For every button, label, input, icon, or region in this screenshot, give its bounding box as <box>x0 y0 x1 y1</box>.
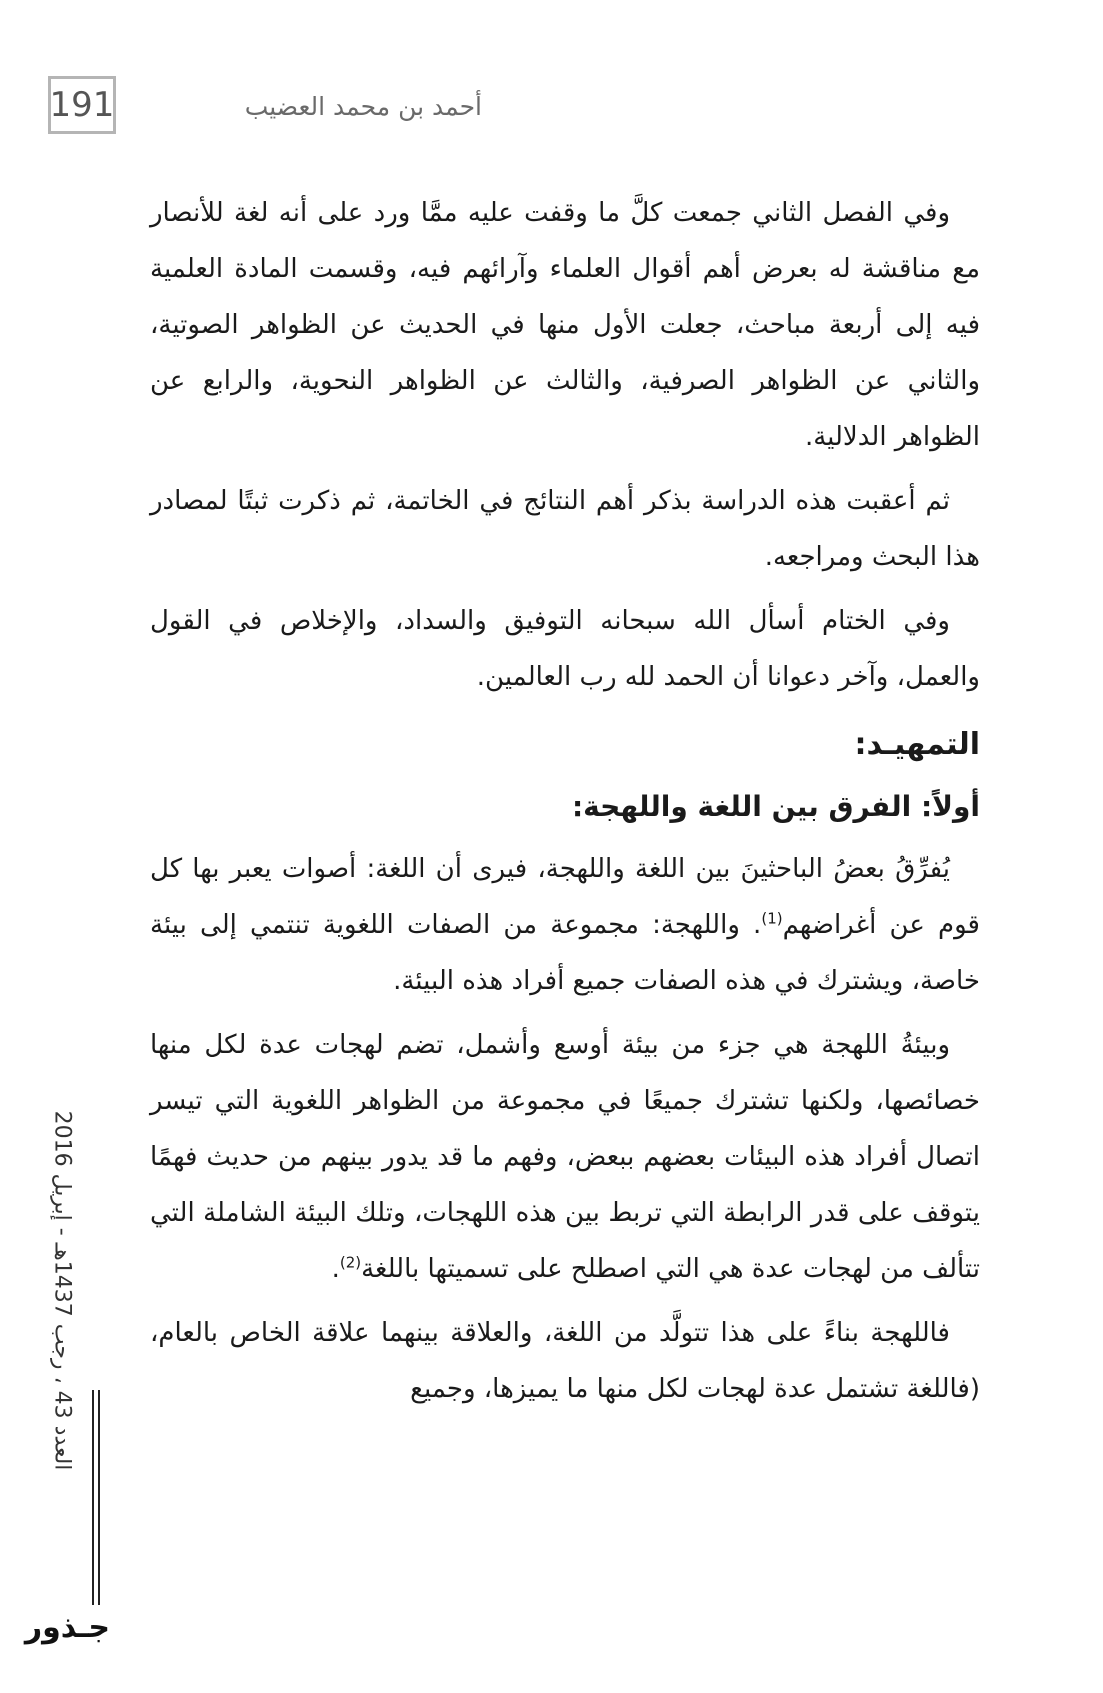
paragraph-chapter-two: وفي الفصل الثاني جمعت كلَّ ما وقفت عليه ممَّا ورد على أنه لغة للأنصار مع مناقشة له بعرض أهم أقوال العلماء وآرائهم فيه، وقسمت المادة العلمية فيه إلى أربعة مباحث، جعلت الأول منها في الحديث عن الظواهر الصوتية، والثاني عن الظواهر الصرفية، والثالث عن الظواهر النحوية، والرابع عن الظواهر الدلالية. <box>150 198 980 452</box>
paragraph-relationship: فاللهجة بناءً على هذا تتولَّد من اللغة، والعلاقة بينهما علاقة الخاص بالعام، (فاللغة تشتمل عدة لهجات لكل منها ما يميزها، وجميع <box>150 1318 980 1404</box>
paragraph-conclusion: ثم أعقبت هذه الدراسة بذكر أهم النتائج في الخاتمة، ثم ذكرت ثبتًا لمصادر هذا البحث ومراجعه. <box>150 486 980 572</box>
paragraph-text: وبيئةُ اللهجة هي جزء من بيئة أوسع وأشمل، تضم لهجات عدة لكل منها خصائصها، ولكنها تشترك جميعًا في مجموعة من الظواهر اللغوية التي تيسر اتصال أفراد هذه البيئات بعضهم ببعض، وفهم ما قد يدور بينهم من حديث فهمًا يتوقف على قدر الرابطة التي تربط بين هذه اللهجات، وتلك البيئة الشاملة التي تتألف من لهجات عدة هي التي اصطلح على تسميتها باللغة <box>150 1030 980 1284</box>
paragraph-text: . واللهجة: مجموعة من الصفات اللغوية تنتمي إلى بيئة خاصة، ويشترك في هذه الصفات جميع أفراد هذه البيئة. <box>150 910 980 996</box>
issue-info-vertical <box>32 1060 92 1520</box>
body-text <box>150 185 980 1425</box>
vertical-rule <box>92 1390 94 1605</box>
running-header-author: أحمد بن محمد العضيب <box>244 92 482 121</box>
footnote-marker: (2) <box>339 1253 362 1272</box>
vertical-rule <box>98 1390 100 1605</box>
paragraph-closing-prayer: وفي الختام أسأل الله سبحانه التوفيق والسداد، والإخلاص في القول والعمل، وآخر دعوانا أن الحمد لله رب العالمين. <box>150 606 980 692</box>
heading-introduction: التمهيـد: <box>854 727 980 762</box>
paragraph-text: يُفرِّقُ بعضُ الباحثينَ بين اللغة واللهجة، فيرى أن اللغة: أصوات يعبر بها كل قوم عن أغراضهم <box>150 854 980 940</box>
issue-info-text: العدد 43 ، رجب 1437هـ - إبريل 2016 <box>49 1110 75 1470</box>
paragraph-definitions <box>150 841 980 1009</box>
page-number: 191 <box>48 76 116 134</box>
paragraph-text: . <box>331 1254 340 1284</box>
paragraph-dialect-environment <box>150 1017 980 1297</box>
journal-logo: جـذور <box>24 1610 110 1645</box>
footnote-marker: (1) <box>761 909 783 928</box>
heading-language-vs-dialect: أولاً: الفرق بين اللغة واللهجة: <box>571 790 980 823</box>
